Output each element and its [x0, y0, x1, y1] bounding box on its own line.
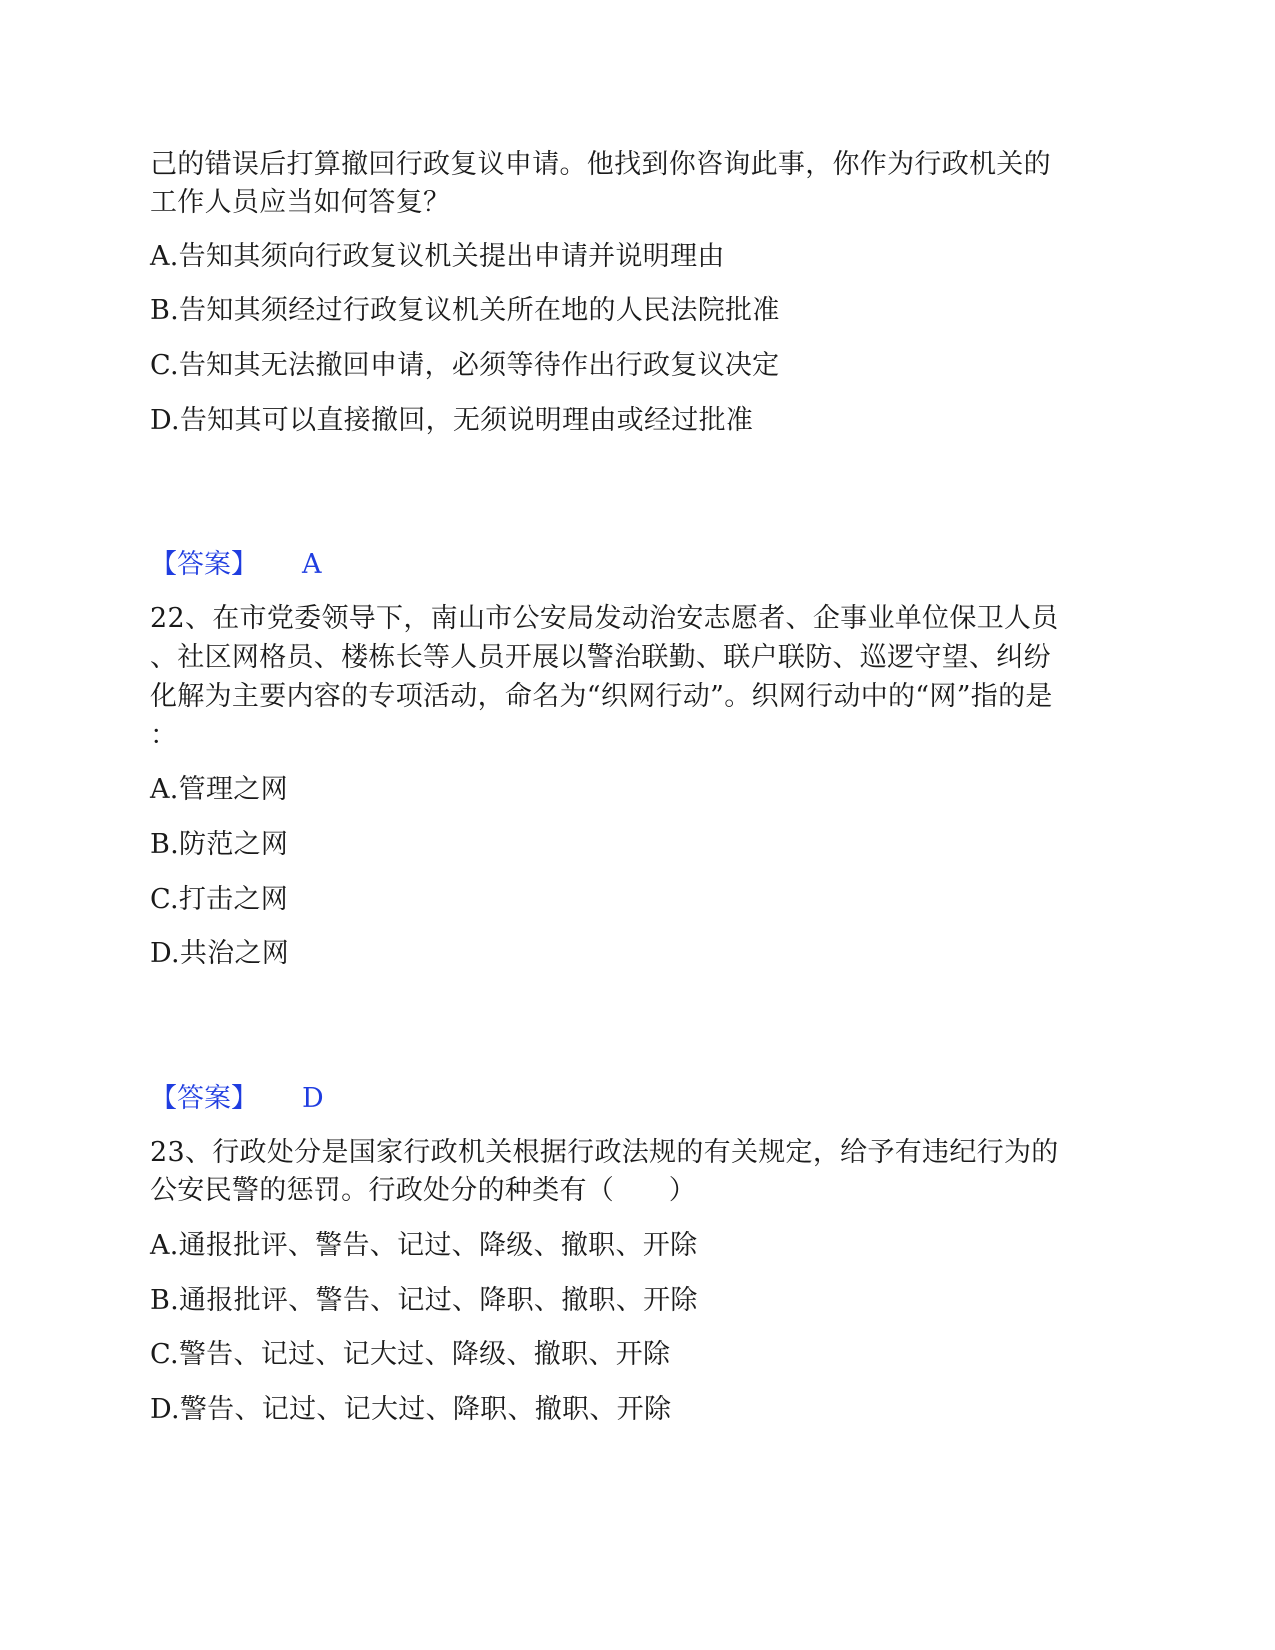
q23-stem-line: 23、行政处分是国家行政机关根据行政法规的有关规定，给予有违纪行为的: [150, 1137, 1059, 1168]
q23-option-a: A.通报批评、警告、记过、降级、撤职、开除: [150, 1230, 698, 1261]
q22-option-c: C.打击之网: [150, 884, 289, 915]
q21-option-c: C.告知其无法撤回申请，必须等待作出行政复议决定: [150, 350, 780, 381]
q21-stem-line: 工作人员应当如何答复？: [150, 187, 451, 218]
answer-label: 【答案】: [150, 1083, 258, 1114]
q22-option-d: D.共治之网: [150, 938, 290, 969]
q21-option-b: B.告知其须经过行政复议机关所在地的人民法院批准: [150, 295, 780, 326]
q22-stem-line: 22、在市党委领导下，南山市公安局发动治安志愿者、企事业单位保卫人员: [150, 603, 1059, 634]
q23-option-c: C.警告、记过、记大过、降级、撤职、开除: [150, 1339, 671, 1370]
q22-option-b: B.防范之网: [150, 829, 289, 860]
answer-letter: A: [302, 549, 322, 580]
q21-answer: [150, 545, 322, 585]
q23-option-d: D.警告、记过、记大过、降职、撤职、开除: [150, 1394, 672, 1425]
q22-stem-line: 化解为主要内容的专项活动，命名为“织网行动”。织网行动中的“网”指的是: [150, 681, 1053, 712]
q21-option-a: A.告知其须向行政复议机关提出申请并说明理由: [150, 241, 725, 272]
q22-answer: [150, 1079, 324, 1119]
q22-option-a: A.管理之网: [150, 774, 288, 805]
q23-option-b: B.通报批评、警告、记过、降职、撤职、开除: [150, 1285, 698, 1316]
answer-letter: D: [302, 1083, 324, 1114]
q21-option-d: D.告知其可以直接撤回，无须说明理由或经过批准: [150, 405, 754, 436]
q23-stem-line: 公安民警的惩罚。行政处分的种类有（ ）: [150, 1175, 696, 1206]
q21-stem-line: 己的错误后打算撤回行政复议申请。他找到你咨询此事，你作为行政机关的: [150, 149, 1051, 180]
answer-label: 【答案】: [150, 549, 258, 580]
q22-stem-line: ：: [150, 720, 178, 751]
q22-stem-line: 、社区网格员、楼栋长等人员开展以警治联勤、联户联防、巡逻守望、纠纷: [150, 642, 1051, 673]
